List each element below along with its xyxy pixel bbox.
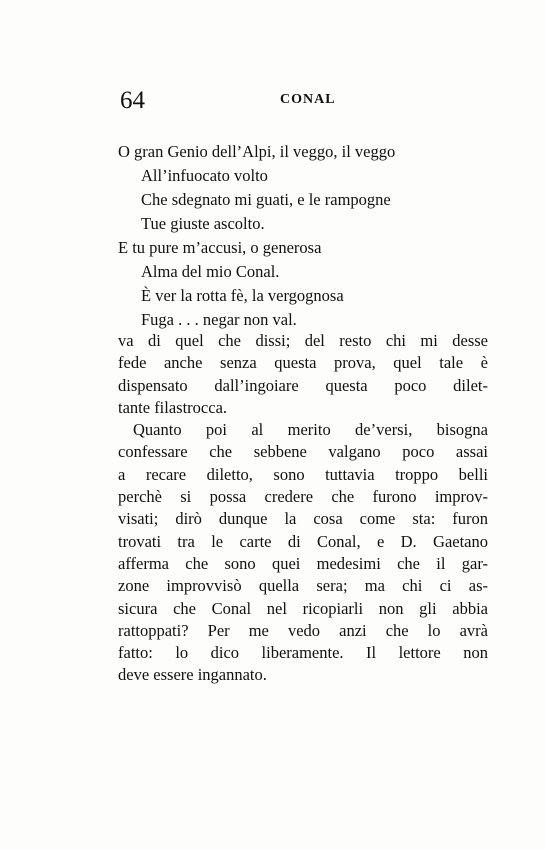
verse-line: Tue giuste ascolto. [141,214,265,233]
prose-line: zone improvvisò quella sera; ma chi ci as- [118,576,488,596]
verse-line: E tu pure m’accusi, o generosa [118,238,322,257]
prose-line: tante filastrocca. [118,397,228,417]
prose-body [118,330,488,687]
running-head: CONAL [280,92,336,107]
page-number: 64 [120,87,145,114]
prose-line: rattoppati? Per me vedo anzi che lo avrà [118,620,488,640]
prose-line: Quanto poi al merito de’versi, bisogna [133,420,488,440]
prose-line: visati; dirò dunque la cosa come sta: furon [118,509,488,529]
prose-line: afferma che sono quei medesimi che il gar- [118,553,488,573]
verse-line: O gran Genio dell’Alpi, il veggo, il veggo [118,142,396,161]
verse-line: All’infuocato volto [141,166,268,185]
prose-line: dispensato dall’ingoiare questa poco dilet- [118,375,488,395]
prose-line: sicura che Conal nel ricopiarli non gli abbia [118,598,488,618]
verse-line: Fuga . . . negar non val. [141,310,297,329]
verse-stanza [118,140,498,332]
prose-line: fede anche senza questa prova, quel tale è [118,353,488,373]
prose-line: va di quel che dissi; del resto chi mi desse [118,331,488,350]
prose-line: trovati tra le carte di Conal, e D. Gaetano [118,531,488,551]
prose-line: fatto: lo dico liberamente. Il lettore non [118,643,488,663]
verse-line: Alma del mio Conal. [141,262,280,281]
page-header [120,86,360,116]
prose-line: deve essere ingannato. [118,665,267,685]
prose-line: perchè si possa credere che furono improv- [118,487,488,507]
verse-line: È ver la rotta fè, la vergognosa [141,286,344,305]
verse-line: Che sdegnato mi guati, e le rampogne [141,190,391,209]
prose-line: a recare diletto, sono tuttavia troppo belli [118,464,488,484]
prose-line: confessare che sebbene valgano poco assai [118,442,488,462]
